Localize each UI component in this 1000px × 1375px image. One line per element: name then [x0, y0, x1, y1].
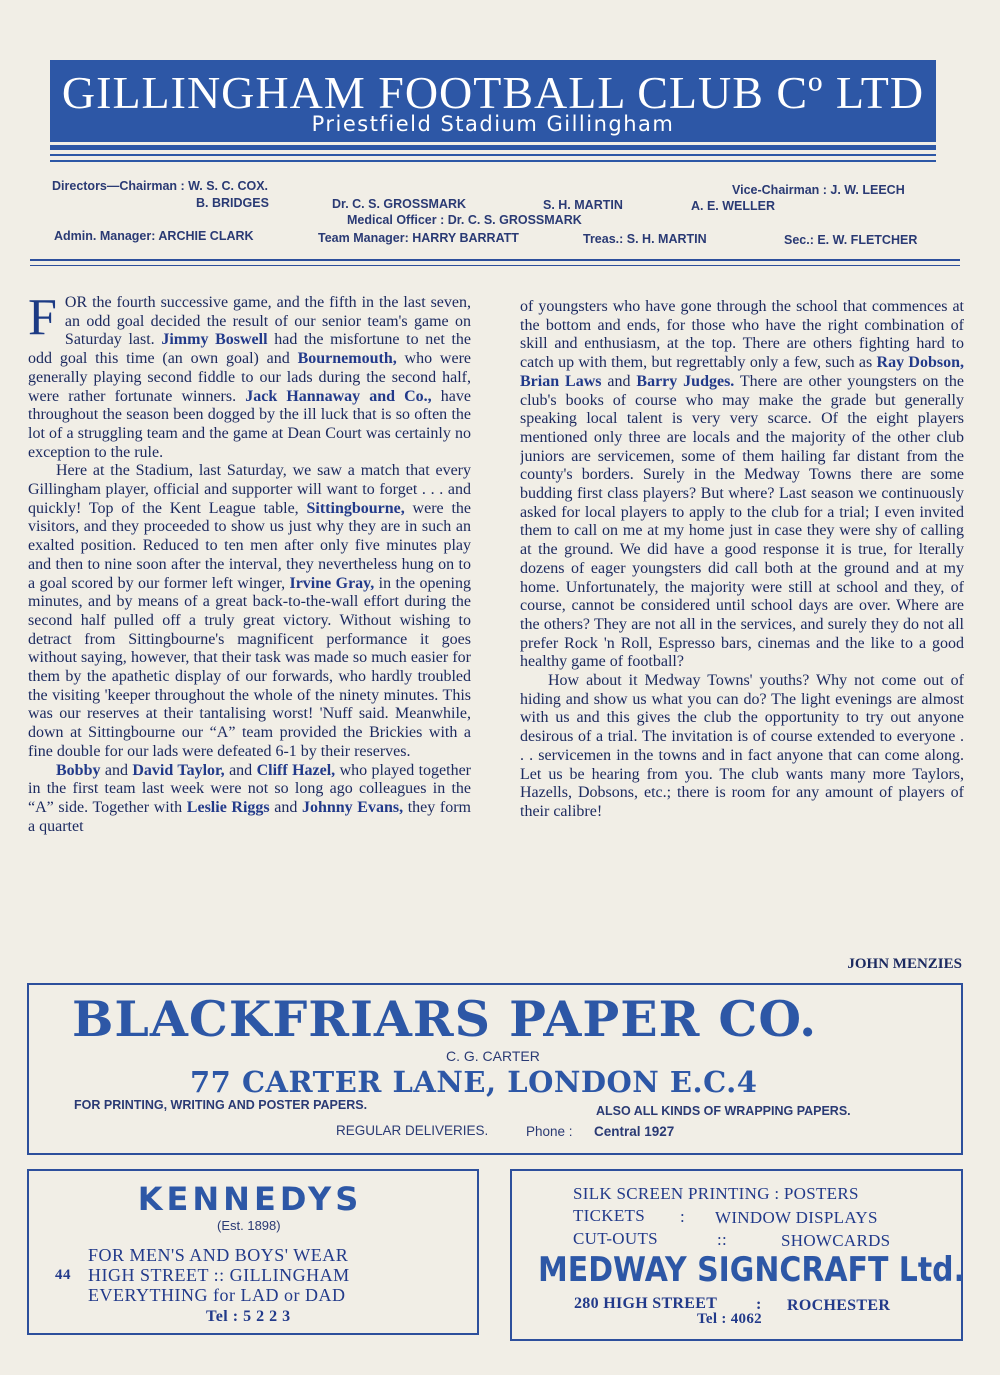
medical-officer: Medical Officer : Dr. C. S. GROSSMARK — [347, 213, 582, 227]
article-left-column — [28, 294, 471, 972]
blackfriars-right-line: ALSO ALL KINDS OF WRAPPING PAPERS. — [596, 1104, 851, 1118]
treasurer: Treas.: S. H. MARTIN — [583, 232, 707, 246]
medway-line3a: CUT-OUTS — [573, 1229, 658, 1248]
director-grossmark: Dr. C. S. GROSSMARK — [332, 197, 467, 211]
kennedys-number: 44 — [55, 1267, 71, 1283]
blackfriars-phone-label: Phone : — [526, 1124, 573, 1139]
blackfriars-name: BLACKFRIARS PAPER CO. — [72, 990, 818, 1048]
masthead-rule-thin-2 — [50, 160, 936, 162]
team-name: Bournemouth, — [297, 350, 397, 368]
blackfriars-contact: C. G. CARTER — [446, 1048, 540, 1064]
blackfriars-address: 77 CARTER LANE, LONDON E.C.4 — [190, 1065, 758, 1099]
article-paragraph: How about it Medway Towns' youths? Why not come out of hiding and show us what you can do? The light evenings are almost with us and this gives the club the opportunity to try out anyone desirous of a trial. The invitation is of course extended to everyone . . . servicemen in the towns and in fact anyone that can come along. Let us be hearing from you. The club wants many more Taylors, Hazells, Dobsons, etc.; there is room for any amount of players of their calibre! — [520, 672, 964, 820]
masthead-banner — [50, 60, 936, 142]
article-paragraph: of youngsters who have gone through the school that commences at the bottom and ends, for those who have the right combination of skill and enthusiasm, at the top. There are others fighting hard to catch up with them, but regrettably only a few, such as Ray Dobson, Brian Laws and Barry Judges. There are other youngsters on the club's books of course who may make the grade but generally speaking local talent is very very scarce. Of the eight players mentioned only three are locals and the majority of the other club juniors are servicemen, some of them hailing far distant from the county's borders. Surely in the Medway Towns there are some budding first class players? But where? Last season we continuously asked for local players to apply to the club for a trial; I even invited them to call on me at my home just in case they were shy of calling at the ground. We did have a good response it is true, for lterally dozens of eager youngsters did call both at the ground and at my home. Unfortunately, the majority were still at school and they, of course, cannot be considered until school days are over. Where are the others? They are not all in the services, and surely they do not all prefer Rock 'n Roll, Espresso bars, cinemas and the like to a good healthy game of football? — [520, 298, 964, 671]
medway-tel: Tel : 4062 — [697, 1311, 762, 1327]
player-name: Irvine Gray, — [289, 574, 375, 592]
medway-line2b: : — [680, 1207, 686, 1226]
medway-line3b: :: — [717, 1230, 728, 1249]
player-name: Jack Hannaway and Co., — [245, 387, 432, 405]
kennedys-line3: EVERYTHING for LAD or DAD — [88, 1285, 346, 1305]
kennedys-est: (Est. 1898) — [217, 1218, 281, 1233]
medway-address-a: 280 HIGH STREET — [574, 1295, 718, 1312]
player-name: Barry Judges. — [636, 372, 735, 390]
author-signature: JOHN MENZIES — [847, 956, 962, 972]
kennedys-line1: FOR MEN'S AND BOYS' WEAR — [88, 1245, 349, 1265]
player-name: Bobby — [56, 761, 101, 779]
blackfriars-left-line: FOR PRINTING, WRITING AND POSTER PAPERS. — [74, 1098, 368, 1112]
player-name: David Taylor, — [132, 761, 225, 779]
medway-line2a: TICKETS — [573, 1206, 645, 1225]
kennedys-tel: Tel : 5 2 2 3 — [206, 1308, 291, 1325]
medway-address-c: ROCHESTER — [787, 1297, 891, 1314]
directors-chairman: Directors—Chairman : W. S. C. COX. — [52, 179, 269, 193]
stadium-subtitle: Priestfield Stadium Gillingham — [311, 112, 675, 136]
player-name: Cliff Hazel, — [256, 761, 336, 779]
kennedys-line2: HIGH STREET :: GILLINGHAM — [88, 1265, 350, 1285]
medway-line3c: SHOWCARDS — [781, 1231, 891, 1250]
medway-line2c: WINDOW DISPLAYS — [715, 1208, 878, 1227]
director-bridges: B. BRIDGES — [196, 196, 269, 210]
director-martin: S. H. MARTIN — [543, 198, 623, 212]
header-divider-thin — [30, 265, 960, 266]
player-name: Ray Dobson, Brian Laws — [520, 354, 964, 390]
blackfriars-deliveries: REGULAR DELIVERIES. — [336, 1123, 489, 1138]
masthead-rule-thin — [50, 154, 936, 156]
director-weller: A. E. WELLER — [691, 199, 776, 213]
header-divider — [30, 259, 960, 261]
medway-name: MEDWAY SIGNCRAFT Ltd. — [538, 1250, 965, 1290]
player-name: Jimmy Boswell — [161, 331, 268, 349]
player-name: Leslie Riggs — [186, 798, 270, 816]
team-name: Sittingbourne, — [306, 499, 405, 517]
article-paragraph: Bobby and David Taylor, and Cliff Hazel, who played together in the first team last week were not so long ago colleagues in the “A” side. Together with Leslie Riggs and Johnny Evans, they form a quartet — [28, 761, 471, 835]
player-name: Johnny Evans, — [301, 798, 404, 816]
team-manager: Team Manager: HARRY BARRATT — [318, 231, 519, 245]
vice-chairman: Vice-Chairman : J. W. LEECH — [732, 183, 905, 197]
admin-manager: Admin. Manager: ARCHIE CLARK — [54, 229, 254, 243]
kennedys-name: KENNEDYS — [137, 1180, 363, 1218]
article-paragraph: Here at the Stadium, last Saturday, we saw a match that every Gillingham player, official and supporter will want to forget . . . and quickly! Top of the Kent League table, Sittingbourne, were the visitors, and they proceeded to show us just why they are in such an exalted position. Reduced to ten men after only five minutes play and then to nine soon after the interval, they nevertheless hung on to a goal scored by our former left winger, Irvine Gray, in the opening minutes, and by means of a great back-to-the-wall effort during the second half pulled off a truly great victory. Without wishing to detract from Sittingbourne's magnificent performance it goes without saying, however, that their task was made so much easier for them by the apathetic display of our forwards, who hardly troubled the visiting 'keeper throughout the whole of the ninety minutes. This was our reserves at their tantalising worst! 'Nuff said. Meanwhile, down at Sittingbourne our “A” team provided the Brickies with a fine double for our lads were defeated 6-1 by their reserves. — [28, 462, 471, 760]
blackfriars-phone: Central 1927 — [594, 1124, 675, 1139]
article-paragraph: FOR the fourth successive game, and the fifth in the last seven, an odd goal decided the result of our senior team's game on Saturday last. Jimmy Boswell had the misfortune to net the odd goal this time (an own goal) and Bournemouth, who were generally playing second fiddle to our lads during the second half, were rather fortunate winners. Jack Hannaway and Co., have throughout the season been dogged by the ill luck that is so often the lot of a struggling team and the game at Dean Court was certainly no exception to the rule. — [28, 294, 471, 461]
medway-address-b: : — [756, 1296, 762, 1313]
club-title: GILLINGHAM FOOTBALL CLUB Cº LTD — [61, 67, 925, 118]
masthead-rule-thick — [50, 145, 936, 150]
secretary: Sec.: E. W. FLETCHER — [784, 233, 918, 247]
drop-cap: F — [28, 294, 57, 346]
medway-line1: SILK SCREEN PRINTING : POSTERS — [573, 1184, 859, 1203]
article-right-column — [520, 298, 964, 948]
